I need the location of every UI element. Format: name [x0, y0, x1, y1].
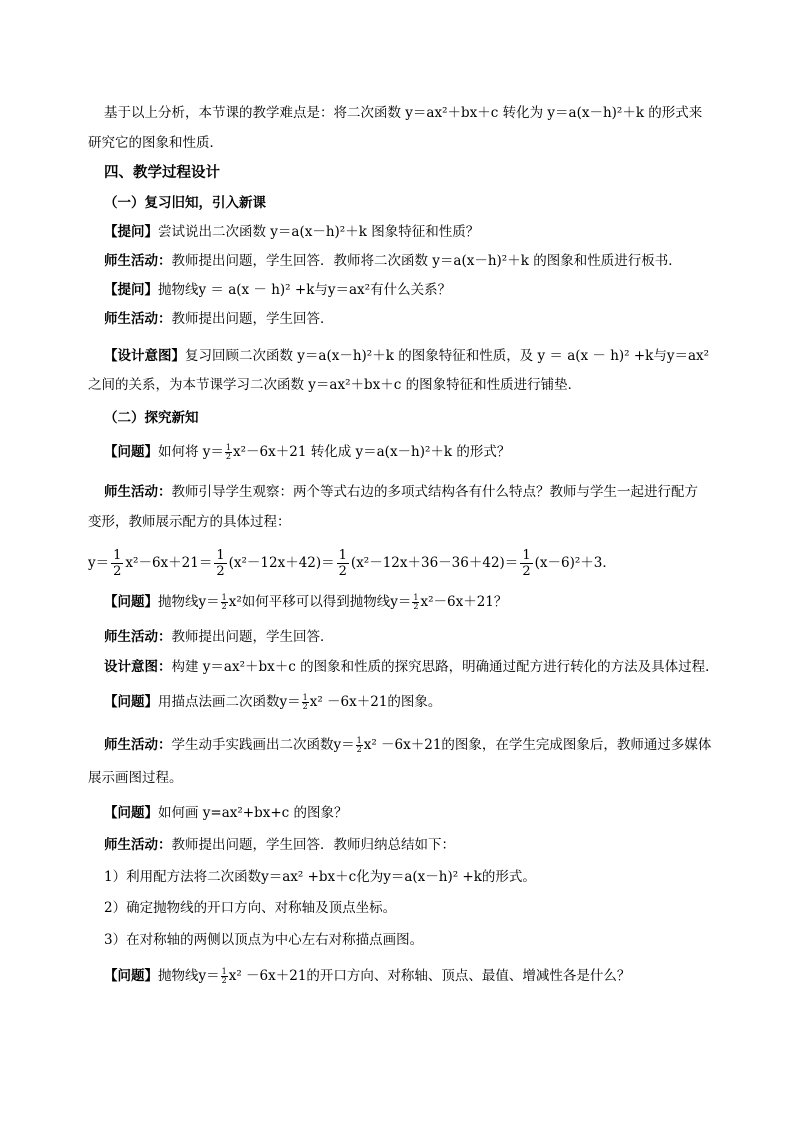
fraction-one-half: $\frac{1}{2}$ [221, 967, 227, 985]
fraction-one-half: $\frac{1}{2}$ [302, 693, 308, 711]
activity-tag: 师生活动： [104, 737, 172, 753]
step-1: 1）利用配方法将二次函数y＝ax² +bx＋c化为y＝a(x－h)² +k的形式。 [104, 869, 536, 885]
question-4: 【问题】抛物线y＝ $\frac{1}{2}$ x²如何平移可以得到抛物线y＝ $\frac{1}{2}$ x²－6x＋21？ [104, 593, 508, 611]
activity-5-line-1: 师生活动：学生动手实践画出二次函数y＝ $\frac{1}{2}$ x² －6x＋21的图象，在学生完成图象后，教师通过多媒体 [104, 736, 712, 754]
activity-tag: 师生活动： [104, 311, 172, 327]
fraction-one-half: $\frac{1}{2}$ [216, 548, 225, 579]
question-tag: 【问题】 [104, 694, 158, 710]
question-text: 抛物线y ＝ a(x － h)² +k与y＝ax²有什么关系？ [158, 282, 452, 298]
activity-tag: 师生活动： [104, 629, 172, 645]
fraction-one-half: $\frac{1}{2}$ [522, 548, 531, 579]
question-tag: 【问题】 [104, 805, 158, 821]
question-tag: 【提问】 [104, 224, 158, 240]
subsection-heading-1: （一）复习旧知，引入新课 [104, 195, 266, 211]
question-1 [104, 222, 744, 242]
question-5: 【问题】用描点法画二次函数y＝ $\frac{1}{2}$ x² －6x＋21的图象。 [104, 693, 442, 711]
design-intent-text: 复习回顾二次函数 y＝a(x－h)²＋k 的图象特征和性质，及 y ＝ a(x － h)² +k与y＝ax² [185, 348, 710, 364]
subsection-heading-2: （二）探究新知 [104, 410, 199, 426]
fraction-one-half: $\frac{1}{2}$ [338, 548, 347, 579]
question-tag: 【问题】 [104, 594, 158, 610]
fraction-one-half: $\frac{1}{2}$ [356, 736, 362, 754]
activity-2 [104, 309, 744, 329]
question-6 [104, 803, 744, 823]
intro-line-2: 研究它的图象和性质． [88, 135, 223, 151]
activity-tag: 师生活动： [104, 837, 172, 853]
question-tag: 【提问】 [104, 282, 158, 298]
section-heading: 四、教学过程设计 [104, 164, 220, 181]
activity-1 [104, 251, 744, 271]
activity-3-line-2: 变形，教师展示配方的具体过程： [88, 514, 291, 530]
step-3: 3）在对称轴的两侧以顶点为中心左右对称描点画图。 [104, 932, 424, 948]
question-tag: 【问题】 [104, 968, 158, 984]
fraction-one-half: $\frac{1}{2}$ [413, 593, 419, 611]
design-intent-1-line-2: 之间的关系，为本节课学习二次函数 y＝ax²＋bx＋c 的图象特征和性质进行铺垫． [88, 377, 582, 393]
fraction-one-half: $\frac{1}{2}$ [221, 593, 227, 611]
design-intent-1-line-1 [104, 346, 744, 366]
activity-text: 教师提出问题，学生回答． [171, 311, 334, 327]
question-text-pre: 如何将 y＝ [158, 444, 224, 460]
question-tag: 【问题】 [104, 444, 158, 460]
design-intent-text: 构建 y＝ax²＋bx＋c 的图象和性质的探究思路，明确通过配方进行转化的方法及具体过程． [171, 659, 719, 675]
question-7: 【问题】抛物线y＝ $\frac{1}{2}$ x² －6x＋21的开口方向、对称轴、顶点、最值、增减性各是什么？ [104, 967, 631, 985]
design-intent-2 [104, 657, 744, 677]
fraction-one-half: $\frac{1}{2}$ [225, 443, 232, 461]
step-2: 2）确定抛物线的开口方向、对称轴及顶点坐标。 [104, 900, 397, 916]
activity-text: 教师提出问题，学生回答． [171, 629, 334, 645]
question-text: 如何画 y=ax²+bx+c 的图象？ [158, 805, 348, 821]
activity-3-line-1 [104, 482, 744, 502]
activity-tag: 师生活动： [104, 253, 172, 269]
design-intent-tag: 设计意图： [104, 659, 172, 675]
activity-text: 教师提出问题，学生回答．教师将二次函数 y＝a(x－h)²＋k 的图象和性质进行板书． [171, 253, 682, 269]
question-2 [104, 280, 744, 300]
intro-line-1: 基于以上分析，本节课的教学难点是：将二次函数 y＝ax²＋bx＋c 转化为 y＝a(x－h)²＋k 的形式来 [104, 105, 703, 121]
completing-square-equation: y＝ $\frac{1}{2}$ x²－6x＋21＝ $\frac{1}{2}$ (x²－12x＋42)＝ $\frac{1}{2}$ (x²－12x＋36－36＋42)＝ $\frac{1}{2}$ (x－6)²＋3． [88, 548, 616, 579]
fraction-one-half: $\frac{1}{2}$ [113, 548, 122, 579]
activity-tag: 师生活动： [104, 484, 172, 500]
question-text-post: x²－6x＋21 转化成 y＝a(x－h)²＋k 的形式？ [233, 444, 511, 460]
activity-text: 教师引导学生观察：两个等式右边的多项式结构各有什么特点？教师与学生一起进行配方 [171, 484, 698, 500]
activity-text: 教师提出问题，学生回答．教师归纳总结如下： [171, 837, 455, 853]
question-text: 尝试说出二次函数 y＝a(x－h)²＋k 图象特征和性质？ [158, 224, 480, 240]
activity-6 [104, 835, 744, 855]
activity-5-line-2: 展示画图过程。 [88, 770, 183, 786]
activity-4 [104, 627, 744, 647]
design-intent-tag: 【设计意图】 [104, 348, 185, 364]
question-3 [104, 442, 744, 462]
